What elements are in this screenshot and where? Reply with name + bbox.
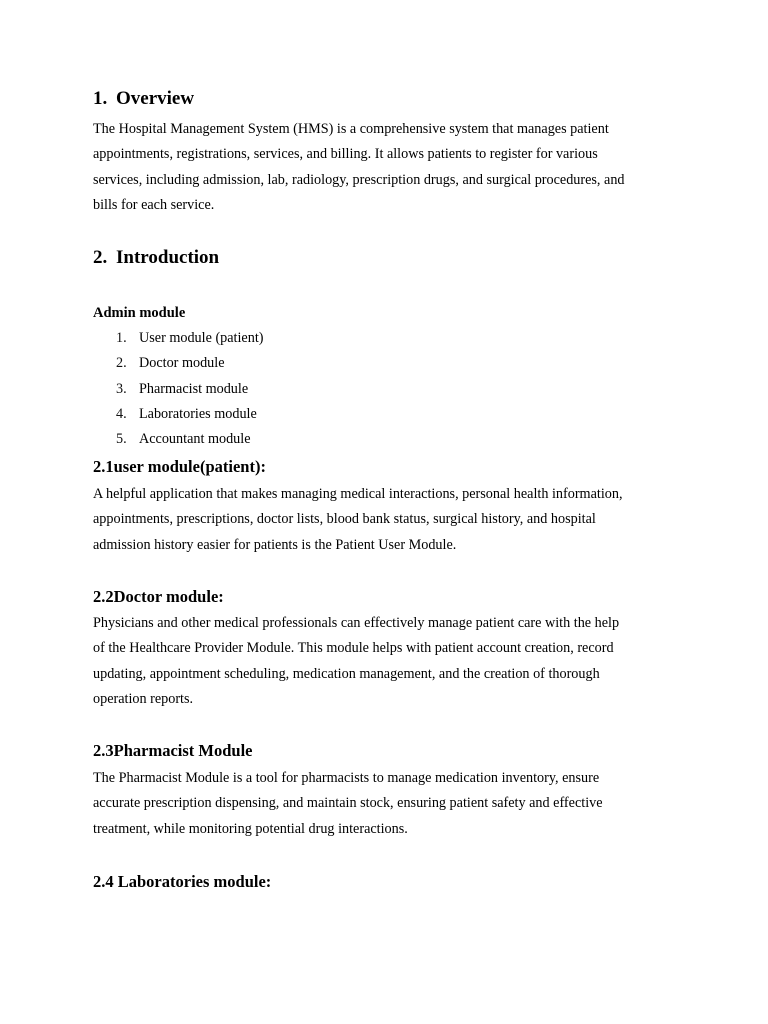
list-number: 1. (116, 330, 127, 346)
list-number: 2. (116, 355, 127, 372)
doctor-module-paragraph (93, 611, 619, 712)
paragraph-line: treatment, while monitoring potential drug interactions. (93, 820, 408, 837)
list-label: User module (patient) (139, 330, 264, 346)
list-number: 4. (116, 405, 127, 422)
subsection-heading-user-module: 2.1user module(patient): (93, 457, 266, 476)
list-item (116, 377, 264, 402)
paragraph-line: services, including admission, lab, radiology, prescription drugs, and surgical procedures, and (93, 171, 625, 188)
paragraph-line: Physicians and other medical professionals can effectively manage patient care with the help (93, 615, 620, 631)
module-list (116, 326, 264, 452)
subsection-heading-pharmacist-module: 2.3Pharmacist Module (93, 741, 253, 760)
paragraph-line: operation reports. (93, 690, 194, 707)
paragraph-line: The Pharmacist Module is a tool for pharmacists to manage medication inventory, ensure (93, 770, 600, 786)
pharmacist-module-paragraph (93, 766, 603, 842)
section-title: Overview (116, 88, 195, 109)
paragraph-line: updating, appointment scheduling, medication management, and the creation of thorough (93, 665, 600, 682)
list-label: Pharmacist module (139, 380, 249, 397)
admin-module-heading: Admin module (93, 305, 186, 321)
list-label: Accountant module (139, 431, 251, 448)
paragraph-line: accurate prescription dispensing, and maintain stock, ensuring patient safety and effective (93, 795, 603, 812)
list-number: 5. (116, 431, 127, 448)
paragraph-line: of the Healthcare Provider Module. This module helps with patient account creation, record (93, 640, 614, 657)
user-module-paragraph (93, 482, 623, 558)
subsection-heading-laboratories-module: 2.4 Laboratories module: (93, 872, 272, 891)
list-label: Laboratories module (139, 405, 257, 422)
list-item (116, 427, 264, 452)
paragraph-line: The Hospital Management System (HMS) is a comprehensive system that manages patient (93, 121, 609, 137)
list-label: Doctor module (139, 355, 225, 372)
section-title: Introduction (116, 247, 220, 268)
paragraph-line: appointments, registrations, services, and billing. It allows patients to register for various (93, 146, 598, 163)
list-item (116, 326, 264, 351)
list-number: 3. (116, 380, 127, 397)
section-number: 1. (93, 88, 108, 109)
list-item (116, 402, 264, 427)
overview-paragraph (93, 117, 625, 218)
subsection-heading-doctor-module: 2.2Doctor module: (93, 587, 224, 606)
section-heading-introduction (93, 247, 219, 269)
paragraph-line: appointments, prescriptions, doctor lists, blood bank status, surgical history, and hospital (93, 511, 596, 528)
section-number: 2. (93, 247, 108, 268)
paragraph-line: bills for each service. (93, 196, 215, 213)
paragraph-line: admission history easier for patients is the Patient User Module. (93, 536, 457, 553)
list-item (116, 351, 264, 376)
section-heading-overview (93, 88, 194, 110)
paragraph-line: A helpful application that makes managing medical interactions, personal health information, (93, 486, 623, 502)
